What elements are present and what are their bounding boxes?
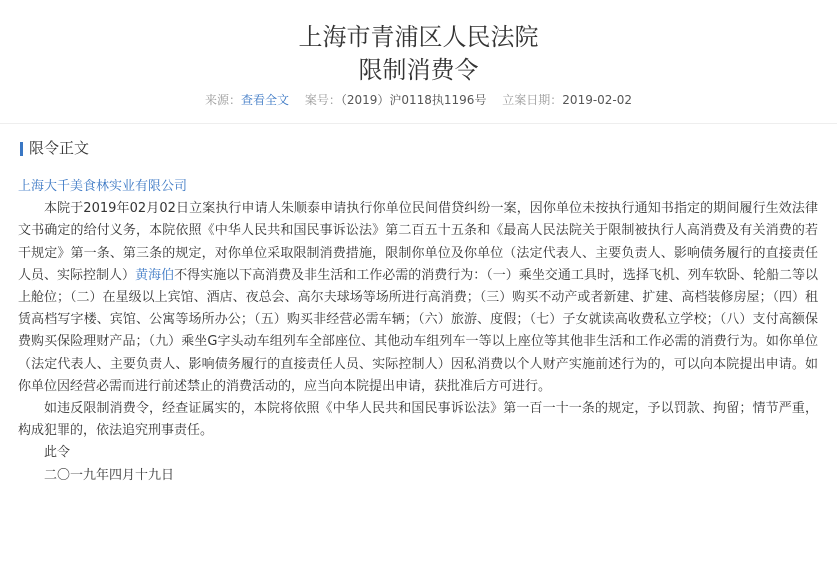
paragraph-main-after: 不得实施以下高消费及非生活和工作必需的消费行为：（一）乘坐交通工具时，选择飞机、列车软卧、轮船二等以上舱位；（二）在星级以上宾馆、酒店、夜总会、高尔夫球场等场所进行高消费；（三）购买不动产或者新建、扩建、高档装修房屋；（四）租赁高档写字楼、宾馆、公寓等场所办公；（五）购买非经营必需车辆；（六）旅游、度假；（七）子女就读高收费私立学校；（八）支付高额保费购买保险理财产品；（九）乘坐G字头动车组列车全部座位、其他动车组列车一等以上座位等其他非生活和工作必需的消费行为。如你单位（法定代表人、主要负责人、影响债务履行的直接责任人员、实际控制人）因私消费以个人财产实施前述行为的，可以向本院提出申请。如你单位因经营必需而进行前述禁止的消费活动的，应当向本院提出申请，获批准后方可进行。 <box>18 267 818 394</box>
paragraph-date: 二〇一九年四月十九日 <box>44 467 175 483</box>
header-divider <box>0 123 837 124</box>
case-number-label: 案号： <box>304 93 341 107</box>
section-marker <box>20 142 23 156</box>
paragraph-warning: 如违反限制消费令，经查证属实的，本院将依照《中华人民共和国民事诉讼法》第一百一十一条的规定，予以罚款、拘留；情节严重，构成犯罪的，依法追究刑事责任。 <box>18 401 818 439</box>
filing-date-label: 立案日期： <box>502 93 563 107</box>
company-name-link[interactable]: 上海大千美食林实业有限公司 <box>18 179 188 194</box>
paragraph-main-before: 本院于2019年02月02日立案执行申请人朱顺泰申请执行你单位民间借贷纠纷一案，因你单位未按执行通知书指定的期间履行生效法律文书确定的给付义务，本院依照《中华人民共和国民事诉讼法》第二百五十五条和《最高人民法院关于限制被执行人高消费及有关消费的若干规定》第一条、第三条的规定，对你单位采取限制消费措施，限制你单位及你单位（法定代表人、主要负责人、影响债务履行的直接责任人员、实际控制人） <box>18 201 818 283</box>
source-label: 来源： <box>204 93 241 107</box>
filing-date-value: 2019-02-02 <box>562 93 633 107</box>
view-full-text-link[interactable]: 查看全文 <box>240 93 289 107</box>
case-number-value: （2019）沪0118执1196号 <box>340 93 487 107</box>
document-type-title: 限制消费令 <box>358 56 479 84</box>
paragraph-main <box>18 198 818 398</box>
order-body <box>18 176 818 487</box>
court-name: 上海市青浦区人民法院 <box>298 23 539 51</box>
person-name-link[interactable]: 黄海伯 <box>135 267 175 283</box>
paragraph-closing: 此令 <box>44 445 71 461</box>
document-meta <box>0 90 837 110</box>
section-title: 限令正文 <box>29 139 90 157</box>
